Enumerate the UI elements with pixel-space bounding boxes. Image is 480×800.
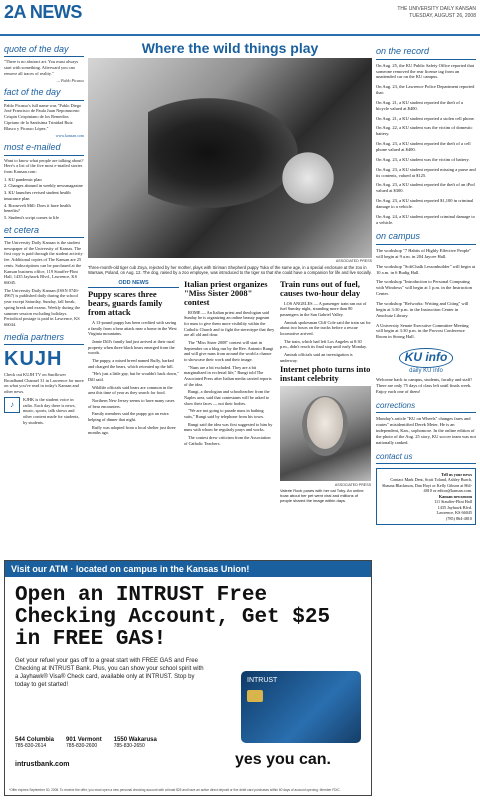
photo-credit: ASSOCIATED PRESS [335,259,372,263]
contact-line: Kansan newsroom [438,493,472,499]
ad-url[interactable]: intrustbank.com [15,761,70,768]
ad-body: Get your refuel your gas off to a great start with FREE GAS and Free Checking at INTRUST Bank. Plus, you can show your school spirit with a Jayhawk® Visa® Check card, available only at INTRUST. Stop by today to get started! [15,658,204,689]
article-headline: Internet photo turns into instant celebrity [280,364,371,384]
article-paragraph: Rungi said the idea was first suggested to him by nuns with whom he regularly prays and works. [184,421,273,433]
article-column-2 [184,280,275,504]
record-item: On Aug. 25, the KU Public Safety Office reported that someone removed the rear license tag from an unattended car on the KU campus. [376,62,475,80]
etcetera-heading: et cetera [4,225,84,238]
article-paragraph: Jamie Dill's family had just arrived at their rural property when three black bears emerged from the woods. [88,338,175,356]
puppy-shape [278,148,338,208]
article-paragraph: Rungi, a theologian and schoolteacher from the Naples area, said that contestants will be asked to show their faces — not their bodies. [184,389,270,406]
article-headline: Italian priest organizes "Miss Sister 2008" contest [184,278,268,307]
list-item[interactable]: 5. Student's script comes to life [4,214,59,220]
ku-info-logo [399,348,454,368]
main-content [88,40,372,560]
branch-name: 544 Columbia [15,737,55,743]
contact-line: 111 Stauffer-Flint Hall [434,499,472,505]
record-item: On Aug. 23, a KU student reported the theft of a cell phone valued at $400. [376,141,471,152]
masthead-right [397,6,476,20]
ad-tagline: yes you can. [234,751,331,768]
odd-news-kicker: ODD NEWS [88,280,179,288]
fact-text: Pablo Picasso's full name was "Pablo Diego José Francisco de Paula Juan Nepomuceno Crispin Crispiniano de los Remedios Cipriano de la Santísima Trinidad Ruiz Blasco y Picasso López." [4,102,82,131]
campus-item: A University Senate Executive Committee Meeting will begin at 3:30 p.m. in the Provost Conference Room in Strong Hall. [376,322,469,340]
article-paragraph: The contest drew criticism from the Association of Catholic Teachers. [184,435,271,446]
campus-item: The workshop "7 Habits of Highly Effective People" will begin at 9 a.m. in 204 Jaycee Hall. [376,248,472,259]
ku-info-text: Welcome back to campus, students, faculty and staff! There are only 75 days of class left until finals week. Enjoy each one of them! [376,377,472,395]
page-section-label [4,2,82,23]
record-item: On Aug. 21, a KU student reported the theft of a bicycle valued at $400. [376,99,463,111]
quote-heading: quote of the day [4,44,84,57]
right-column [376,40,476,800]
masthead [0,0,480,36]
list-item[interactable]: 4. Roosevelt Mill: Does it have health benefits? [4,202,71,214]
kjhk-text: KJHK is the student voice in radio. Each day there is news, music, sports, talk shows and other content made for students, by students. [23,396,80,425]
contact-box [376,468,476,525]
article-paragraph: The "Miss Sister 2008" contest will start in September on a blog run by the Rev. Antonio Rungi and will give nuns from around the world a chance to showcase their work and their image. [184,340,274,363]
intrust-advertisement[interactable] [4,560,372,796]
ad-headline: Open an INTRUST Free Checking Account, Get $25 in FREE GAS! [15,584,331,652]
article-paragraph: Amtrak officials said an investigation is underway. [280,352,353,363]
branch-phone: 785-830-2614 [15,743,47,749]
article-paragraph: The puppy, a mixed breed named Ruffy, barked and charged the bears, which retreated up the hill. [88,357,174,369]
photo-title: Where the wild things play [141,40,319,56]
paper-name: THE UNIVERSITY DAILY KANSAN [397,6,476,12]
tiger-puppy-photo [88,58,372,258]
ad-top-banner: Visit our ATM · located on campus in the Kansas Union! [5,561,371,577]
media-partners-heading: media partners [4,332,84,345]
woman-with-cat-photo [280,386,371,481]
ad-fine-print: *Offer expires September 30, 2008. To receive the offer, you must open a new personal checking account with at least $25 and have an active direct deposit or five debit card purchases within 60 days of account opening. Member FDIC. [9,788,341,792]
on-campus-heading: on campus [376,231,476,245]
branch-name: 1550 Wakarusa [113,737,157,743]
corrections-text: Monday's article "KU on Wheels" changes fares and routes" misidentified Derek Meier. He is an independent, Kan., sophomore. In the online edition of the photo of the Aug. 25 story, KU soccer team was not nationally ranked. [376,416,476,445]
branch-phone: 785-830-2650 [113,743,145,749]
card-chip-icon [247,690,263,702]
campus-item: The workshop "Introduction to Personal Computing with Windows" will begin at 1 p.m. in the Instruction Center. [376,279,472,297]
list-item[interactable]: 2. Changes abound in weekly newsmagazine [4,183,83,189]
article-paragraph: "We are not going to parade nuns in bathing suits," Rungi said by telephone from his town. [184,408,264,420]
photo-credit: ASSOCIATED PRESS [334,483,371,488]
article-paragraph: Wildlife officials said bears are common in the area this time of year as they search for food. [88,384,173,396]
article-paragraph: Northern New Jersey seems to have many cases of bear encounters. [88,397,175,409]
article-paragraph: "Nuns are a bit excluded. They are a bit marginalized in ecclesial life," Rungi told The Associated Press after Italian media carried reports of the idea. [184,364,272,387]
debit-card-graphic [241,671,361,743]
quote-text: "There is no abstract art. You must always start with something. Afterward you can remove all traces of reality." [4,59,79,76]
ku-info-tagline: daily KU info [409,367,443,374]
contact-line: Tell us your news [441,471,472,477]
card-brand: INTRUST [247,677,278,684]
branch-item [114,737,157,749]
branch-name: 901 Vermont [66,737,102,743]
fact-link[interactable]: www.kansan.com [55,133,84,139]
most-emailed-intro: Want to know what people are talking about? Here's a list of the five most e-mailed stories from Kansan.com: [4,157,84,174]
article-headline: Train runs out of fuel, causes two-hour delay [280,278,361,298]
kujh-text: Check out KUJH TV on Sunflower Broadband Channel 31 in Lawrence for more on what you've read in today's Kansan and other news. [4,371,84,395]
branch-item [15,737,54,749]
article-headline: Puppy scares three bears, guards family from attack [88,289,163,317]
record-item: On Aug. 22, a KU student was the victim of domestic battery. [376,125,473,137]
media-icons [4,397,84,428]
article-column-3 [280,280,371,504]
kujh-logo: KUJH [4,347,63,370]
photo-caption: Valerie Rock poses with her cat Toby. An online hoax about her pet went viral and millions of people shared the image within days. [280,488,364,504]
record-item: On Aug. 23, the Lawrence Police Department reported that: [376,84,475,96]
ku-info-logo-text: KU info [399,348,454,368]
article-column-1 [88,280,179,504]
fact-heading: fact of the day [4,87,84,100]
article-paragraph: Family members said the puppy got an extra helping of dinner that night. [88,411,169,422]
article-paragraph: Ruffy was adopted from a local shelter just three months ago. [88,424,176,436]
on-the-record-heading: on the record [376,46,476,60]
contact-heading: contact us [376,452,476,464]
list-item[interactable]: 3. KU launches revised student health insurance plan [4,190,71,201]
article-paragraph: Amtrak spokesman Cliff Cole said the train sat for about two hours on the tracks before a rescue locomotive arrived. [280,319,371,337]
most-emailed-list [4,177,84,221]
etcetera-text: The University Daily Kansan is the student newspaper of the University of Kansas. The first copy is paid through the student activity fee. Additional copies of The Kansan are 25 cents. Subscriptions can be purchased at the Kansan business office, 119 Stauffer-Flint Hall, 1435 Jayhawk Blvd., Lawrence, KS 66045. [4,239,83,285]
campus-item: The workshop "Refworks: Writing and Citing" will begin at 3:30 p.m. in the Instruction Center in Anschutz Library. [376,301,469,318]
tiger-shape [148,98,298,208]
issue-date: TUESDAY, AUGUST 26, 2008 [409,13,476,19]
photo-caption: Three-month-old tiger cub Zoya, rejected by her mother, plays with Siriman Shepherd puppy Tuka of the same age, in a special enclosure at the zoo in Warsaw, Poland, on Aug. 12. The dog, raised by a zoo employee, was introduced to the tiger so that she could have a companion for life and live socially. [88,265,372,276]
record-item: On Aug. 23, a KU student reported the theft of an iPod valued at $300. [376,182,475,194]
contact-line: Contact Mark Dent, Scott Toland, Ashley Burch, Shauna Blackmon, Dan Hoyt or Kelly Gibson at 864-4810 or editor@kansan.com. [382,477,472,494]
contact-line: 1435 Jayhawk Blvd. [437,504,472,510]
record-item: On Aug. 23, a KU student reported missing a purse and its contents, valued at $125. [376,166,476,178]
record-item: On Aug. 24, a KU student reported criminal damage to a vehicle. [376,213,475,225]
article-columns [88,280,372,504]
page-number: 2A [4,2,26,22]
article-paragraph: ROME — An Italian priest and theologian said Sunday he is organizing an online beauty pageant for nuns to give them more visibility within the Catholic Church and to fight the stereotype that they are all old and dour. [184,309,275,338]
record-item: On Aug. 23, a KU student reported $1,100 in criminal damage to a vehicle. [376,198,474,209]
article-paragraph: The train, which had left Los Angeles at 8:30 p.m., didn't reach its final stop until early Monday. [280,338,367,350]
section-name: NEWS [29,2,82,22]
contact-line: (785) 864-4810 [445,515,472,521]
article-paragraph: LOS ANGELES — A passenger train ran out of fuel Sunday night, stranding more than 80 passengers in the San Gabriel Valley. [280,300,367,318]
most-emailed-heading: most e-mailed [4,142,84,155]
radio-icon: ♪ [4,397,20,413]
branch-item [66,737,102,749]
quote-attribution: — Pablo Picasso [56,78,84,84]
ku-info-block [376,348,476,375]
corrections-heading: corrections [376,401,476,413]
record-item: On Aug. 21, a KU student reported a stolen cell phone. [376,115,475,121]
contact-line: Lawrence, KS 66045 [436,510,472,516]
etcetera-text-2: The University Daily Kansan (ISSN 0746-4967) is published daily during the school year except Saturday, Sunday, fall break, spring break and exams. Weekly during the summer session excluding holidays. Periodical postage is paid in Lawrence, KS 66044. [4,287,81,327]
list-item[interactable]: 1. KU pandemic plan [4,176,42,182]
record-item: On Aug. 23, a KU student was the victim of battery. [376,156,470,162]
article-paragraph: A 13-pound puppy has been credited with saving a family from a bear attack near a home in the West Virginia mountains. [88,319,177,337]
branch-phone: 785-830-2600 [66,743,98,749]
campus-item: The workshop "SoftChalk Lessonbuilder" will begin at 10 a.m. in 6 Budig Hall. [376,263,476,275]
branch-list [15,737,157,749]
article-paragraph: "He's just a little guy, but he wouldn't back down," Dill said. [88,371,180,382]
portrait-shape [302,396,348,456]
